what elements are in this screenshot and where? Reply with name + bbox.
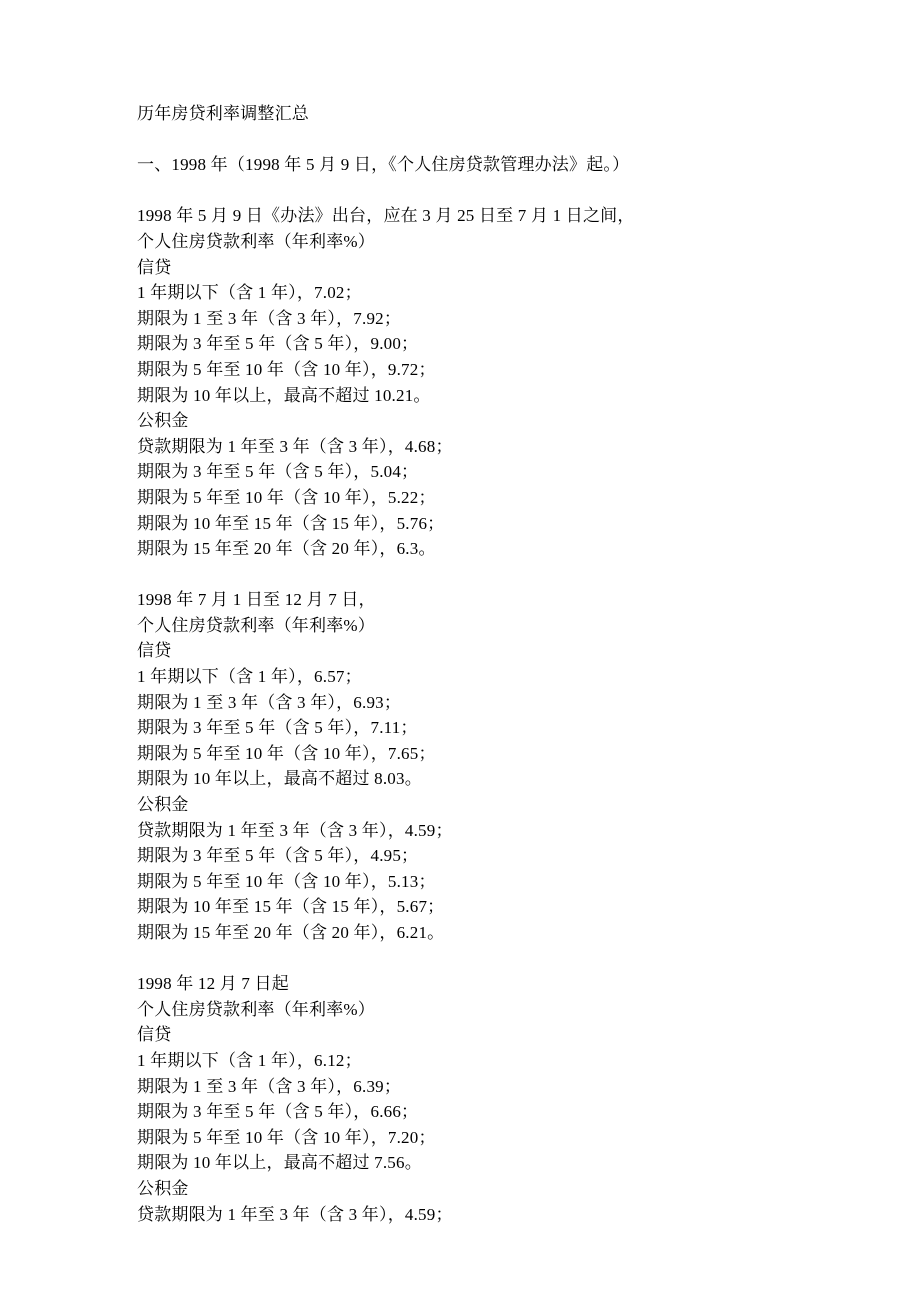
text-line: 期限为 10 年以上，最高不超过 8.03。 — [137, 769, 422, 789]
text-line: 期限为 1 至 3 年（含 3 年），6.93； — [137, 692, 402, 712]
block-1998-12-07 — [137, 971, 850, 1227]
text-line: 贷款期限为 1 年至 3 年（含 3 年），4.68； — [137, 436, 453, 456]
text-line: 期限为 10 年至 15 年（含 15 年），5.76； — [137, 513, 445, 533]
text-line: 期限为 5 年至 10 年（含 10 年），9.72； — [137, 359, 436, 379]
text-line: 1 年期以下（含 1 年），6.57； — [137, 667, 362, 687]
text-line: 1998 年 5 月 9 日《办法》出台，应在 3 月 25 日至 7 月 1 日之间， — [137, 206, 635, 226]
text-line: 个人住房贷款利率（年利率%） — [137, 231, 375, 251]
block-1998-05-09 — [137, 203, 850, 561]
text-line: 期限为 3 年至 5 年（含 5 年），4.95； — [137, 846, 419, 866]
block-1998-07-01 — [137, 587, 850, 945]
text-line: 期限为 3 年至 5 年（含 5 年），5.04； — [137, 462, 419, 482]
text-line: 期限为 3 年至 5 年（含 5 年），6.66； — [137, 1102, 419, 1122]
text-line: 公积金 — [137, 411, 189, 431]
text-line: 信贷 — [137, 1025, 172, 1045]
text-line: 期限为 1 至 3 年（含 3 年），6.39； — [137, 1076, 402, 1096]
text-line: 贷款期限为 1 年至 3 年（含 3 年），4.59； — [137, 820, 453, 840]
text-line: 期限为 5 年至 10 年（含 10 年），7.20； — [137, 1127, 436, 1147]
text-line: 公积金 — [137, 795, 189, 815]
text-line: 1998 年 7 月 1 日至 12 月 7 日， — [137, 590, 376, 610]
text-line: 个人住房贷款利率（年利率%） — [137, 615, 375, 635]
text-line: 期限为 5 年至 10 年（含 10 年），5.13； — [137, 871, 436, 891]
text-line: 期限为 5 年至 10 年（含 10 年），5.22； — [137, 487, 436, 507]
text-line: 期限为 15 年至 20 年（含 20 年），6.3。 — [137, 539, 436, 559]
text-line: 期限为 10 年以上，最高不超过 10.21。 — [137, 385, 431, 405]
text-line: 期限为 10 年以上，最高不超过 7.56。 — [137, 1153, 422, 1173]
text-line: 期限为 5 年至 10 年（含 10 年），7.65； — [137, 743, 436, 763]
text-line: 期限为 3 年至 5 年（含 5 年），9.00； — [137, 334, 419, 354]
text-line: 1998 年 12 月 7 日起 — [137, 974, 289, 994]
section-heading-1998: 一、1998 年（1998 年 5 月 9 日，《个人住房贷款管理办法》起。） — [137, 155, 630, 175]
text-line: 个人住房贷款利率（年利率%） — [137, 999, 375, 1019]
rate-blocks — [137, 203, 850, 1227]
text-line: 信贷 — [137, 257, 172, 277]
text-line: 期限为 15 年至 20 年（含 20 年），6.21。 — [137, 923, 445, 942]
text-line: 贷款期限为 1 年至 3 年（含 3 年），4.59； — [137, 1204, 453, 1224]
text-line: 公积金 — [137, 1178, 189, 1198]
text-line: 期限为 1 至 3 年（含 3 年），7.92； — [137, 308, 402, 328]
text-line: 期限为 3 年至 5 年（含 5 年），7.11； — [137, 718, 418, 738]
text-line: 期限为 10 年至 15 年（含 15 年），5.67； — [137, 897, 445, 917]
text-line: 1 年期以下（含 1 年），6.12； — [137, 1050, 362, 1070]
document-title: 历年房贷利率调整汇总 — [137, 104, 309, 123]
text-line: 信贷 — [137, 641, 172, 661]
document-content — [137, 101, 850, 1253]
text-line: 1 年期以下（含 1 年），7.02； — [137, 283, 362, 303]
